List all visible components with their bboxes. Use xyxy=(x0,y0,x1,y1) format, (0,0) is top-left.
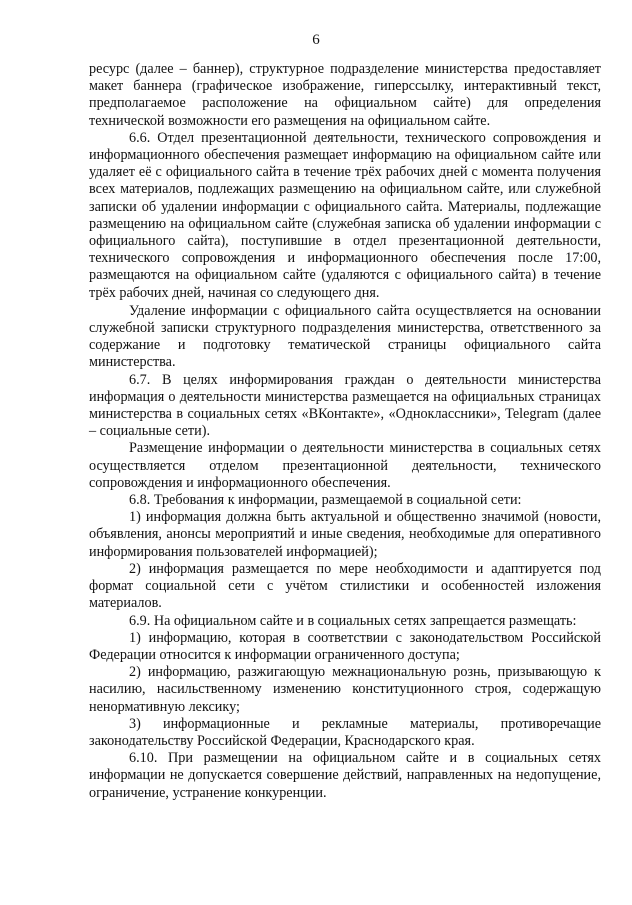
paragraph-banner-continuation: ресурс (далее – баннер), структурное подразделение министерства предоставляет макет баннера (графическое изображение, гиперссылку, интерактивный текст, предполагаемое расположение на официальном сайте) для определения технической возможности его размещения на официальном сайте. xyxy=(89,61,601,129)
list-item-6-8-1: 1) информация должна быть актуальной и общественно значимой (новости, объявления, анонсы мероприятий и иные сведения, необходимые для оперативного информирования пользователей информацией); xyxy=(89,509,601,560)
list-item-6-9-1: 1) информацию, которая в соответствии с законодательством Российской Федерации относится к информации ограниченного доступа; xyxy=(89,629,601,663)
paragraph-6-8: 6.8. Требования к информации, размещаемой в социальной сети: xyxy=(129,492,522,509)
list-item-6-8-2: 2) информация размещается по мере необходимости и адаптируется под формат социальной сети с учётом стилистики и особенностей изложения материалов. xyxy=(89,560,601,612)
paragraph-6-10: 6.10. При размещении на официальном сайте и в социальных сетях информации не допускается совершение действий, направленных на недопущение, ограничение, устранение конкуренции. xyxy=(89,750,601,801)
paragraph-removal: Удаление информации с официального сайта осуществляется на основании служебной записки структурного подразделения министерства, ответственного за содержание и подготовку тематической страницы официального сайта министерства. xyxy=(89,302,601,371)
paragraph-6-9: 6.9. На официальном сайте и в социальных сетях запрещается размещать: xyxy=(129,612,577,629)
document-body xyxy=(89,61,601,802)
page-number: 6 xyxy=(312,32,320,48)
list-item-6-9-3: 3) информационные и рекламные материалы, противоречащие законодательству Российской Федерации, Краснодарского края. xyxy=(89,715,601,749)
paragraph-6-7: 6.7. В целях информирования граждан о деятельности министерства информация о деятельности министерства размещается на официальных страницах министерства в социальных сетях «ВКонтакте», «Одноклассники», Telegram (далее – социальные сети). xyxy=(89,371,601,440)
paragraph-6-6: 6.6. Отдел презентационной деятельности, технического сопровождения и информационного обеспечения размещает информацию на официальном сайте или удаляет её с официального сайта в течение трёх рабочих дней с момента получения всех материалов, подлежащих размещению на официальном сайте, или служебной записки об удалении информации с официального сайта. Материалы, подлежащие размещению на официальном сайте (служебная записка об удалении информации с официального сайта), поступившие в отдел презентационной деятельности, технического сопровождения и информационного обеспечения после 17:00, размещаются на официальном сайте (удаляются с официального сайта) в течение трёх рабочих дней, начиная со следующего дня. xyxy=(89,129,601,301)
paragraph-social-placement: Размещение информации о деятельности министерства в социальных сетях осуществляется отделом презентационной деятельности, технического сопровождения и информационного обеспечения. xyxy=(89,440,601,491)
list-item-6-9-2: 2) информацию, разжигающую межнациональную рознь, призывающую к насилию, насильственному изменению конституционного строя, содержащую ненормативную лексику; xyxy=(89,664,601,715)
